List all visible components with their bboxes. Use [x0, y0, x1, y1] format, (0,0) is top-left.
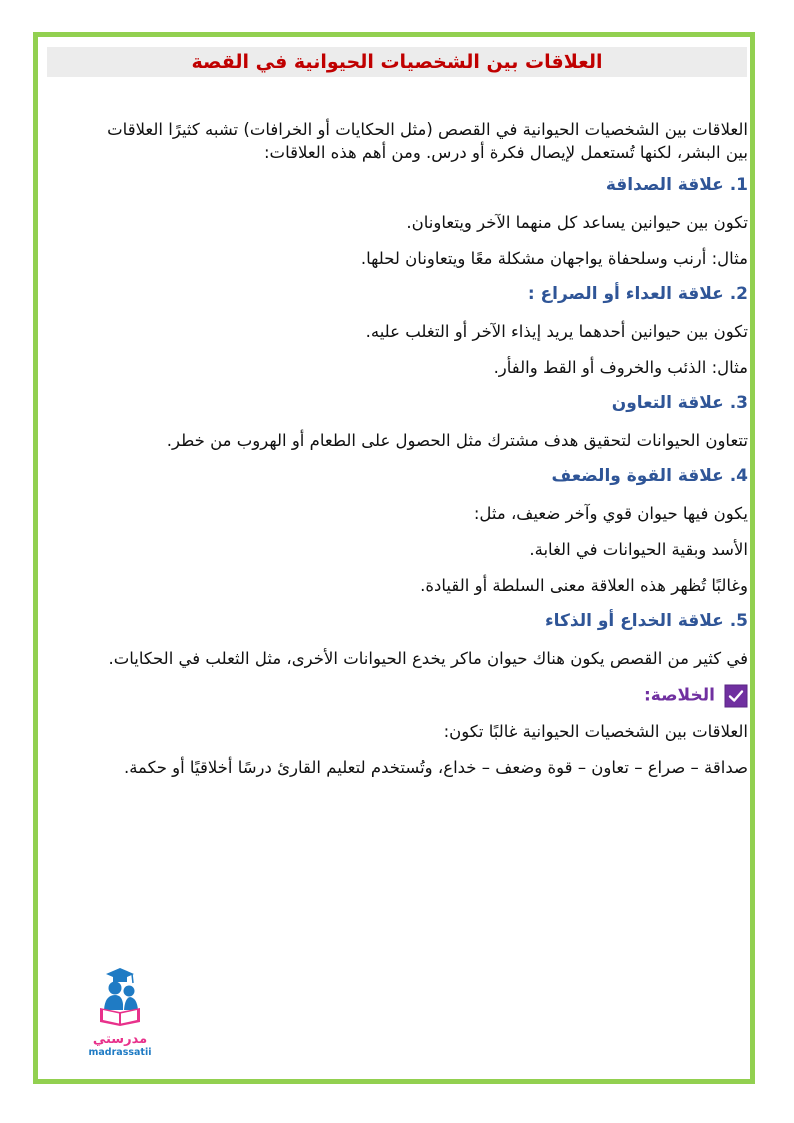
title-bar	[47, 47, 747, 77]
logo-latin-text: madrassatii	[88, 1047, 152, 1058]
summary-heading-row	[82, 683, 748, 708]
section-text: مثال: الذئب والخروف أو القط والفأر.	[493, 358, 748, 377]
section-text: يكون فيها حيوان قوي وآخر ضعيف، مثل:	[473, 504, 748, 523]
section-strength-weakness	[82, 465, 748, 597]
section-deception	[82, 610, 748, 670]
section-conflict	[82, 283, 748, 379]
summary-text: صداقة – صراع – تعاون – قوة وضعف – خداع، وتُستخدم لتعليم القارئ درسًا أخلاقيًا أو حكمة.	[123, 757, 748, 777]
summary-heading: الخلاصة:	[644, 685, 715, 706]
section-text: في كثير من القصص يكون هناك حيوان ماكر يخدع الحيوانات الأخرى، مثل الثعلب في الحكايات.	[108, 649, 748, 668]
madrassatii-logo	[72, 964, 162, 1064]
intro-paragraph: العلاقات بين الشخصيات الحيوانية في القصص (مثل الحكايات أو الخرافات) تشبه كثيرًا العلاقات بين البشر، لكنها تُستعمل لإيصال فكرة أو درس. ومن أهم هذه العلاقات:	[107, 120, 748, 162]
checkbox-icon	[724, 684, 748, 708]
logo-arabic-text: مدرستي	[92, 1032, 148, 1047]
section-heading: 4. علاقة القوة والضعف	[551, 466, 748, 486]
page-title: العلاقات بين الشخصيات الحيوانية في القصة	[191, 51, 603, 73]
summary-text: العلاقات بين الشخصيات الحيوانية غالبًا تكون:	[443, 721, 748, 741]
section-text: مثال: أرنب وسلحفاة يواجهان مشكلة معًا ويتعاونان لحلها.	[360, 249, 748, 268]
section-heading: 2. علاقة العداء أو الصراع :	[527, 284, 748, 304]
section-text: تكون بين حيوانين أحدهما يريد إيذاء الآخر أو التغلب عليه.	[365, 322, 748, 341]
section-friendship	[82, 174, 748, 270]
section-text: الأسد وبقية الحيوانات في الغابة.	[529, 540, 748, 559]
section-heading: 5. علاقة الخداع أو الذكاء	[544, 611, 748, 631]
document-body	[82, 118, 748, 792]
section-heading: 1. علاقة الصداقة	[605, 175, 748, 195]
section-text: تكون بين حيوانين يساعد كل منهما الآخر ويتعاونان.	[406, 213, 748, 232]
section-text: تتعاون الحيوانات لتحقيق هدف مشترك مثل الحصول على الطعام أو الهروب من خطر.	[166, 431, 748, 450]
section-heading: 3. علاقة التعاون	[611, 393, 748, 413]
section-text: وغالبًا تُظهر هذه العلاقة معنى السلطة أو القيادة.	[420, 576, 748, 595]
section-cooperation	[82, 392, 748, 452]
